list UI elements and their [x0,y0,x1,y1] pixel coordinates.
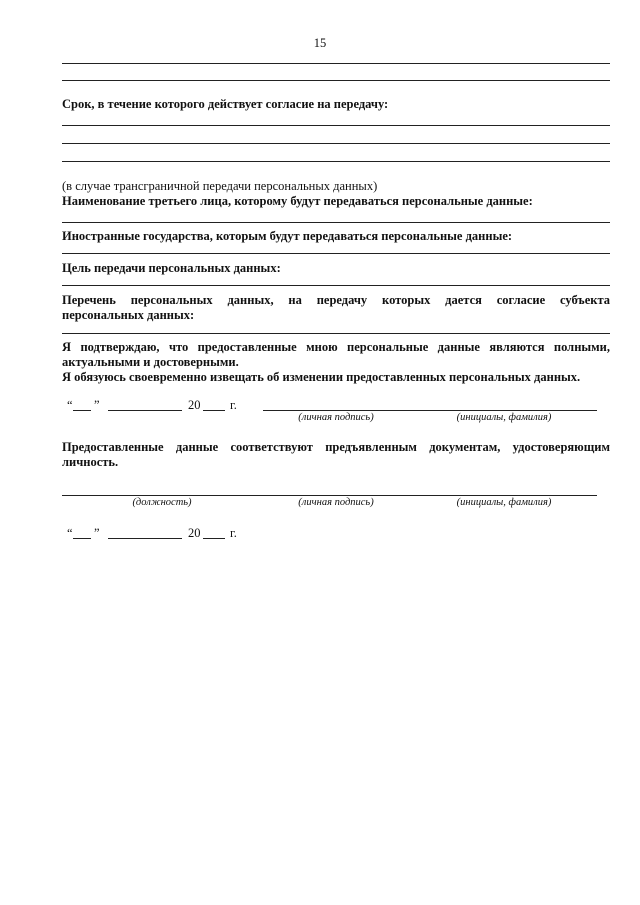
confirmation-text: Я подтверждаю, что предоставленные мною персональные данные являются полными, [62,340,610,354]
third-party-label: Наименование третьего лица, которому будут передаваться персональные данные: [62,194,533,208]
verification-text-cont: личность. [62,455,119,469]
signature-caption-2: (личная подпись) [298,497,374,508]
date-quote-open: “ [67,398,73,412]
date-quote-close: ” [94,398,100,412]
date-month-field-2[interactable] [108,538,182,539]
signature-caption: (личная подпись) [298,412,374,423]
official-signature-line[interactable] [62,495,597,496]
obligation-text: Я обязуюсь своевременно извещать об изменении предоставленных персональных данных. [62,370,581,384]
consent-period-line[interactable] [62,143,610,144]
cross-border-note: (в случае трансграничной передачи персональных данных) [62,179,378,193]
blank-line [62,63,610,64]
initials-caption: (инициалы, фамилия) [456,412,552,423]
date-day-field-2[interactable] [73,538,91,539]
third-party-line[interactable] [62,222,610,223]
initials-caption-2: (инициалы, фамилия) [456,497,552,508]
consent-period-line[interactable] [62,161,610,162]
date-day-field[interactable] [73,410,91,411]
verification-text: Предоставленные данные соответствуют предъявленным документам, удостоверяющим [62,440,610,454]
data-list-label-cont: персональных данных: [62,308,195,322]
purpose-line[interactable] [62,285,610,286]
date-year-prefix-2: 20 [188,526,201,540]
signature-line[interactable] [263,410,597,411]
foreign-states-label: Иностранные государства, которым будут передаваться персональные данные: [62,229,513,243]
date-quote-close-2: ” [94,526,100,540]
consent-period-label: Срок, в течение которого действует согласие на передачу: [62,97,389,111]
date-year-field-2[interactable] [203,538,225,539]
purpose-label: Цель передачи персональных данных: [62,261,281,275]
date-year-field[interactable] [203,410,225,411]
foreign-states-line[interactable] [62,253,610,254]
blank-line [62,80,610,81]
confirmation-text-cont: актуальными и достоверными. [62,355,239,369]
date-year-suffix-2: г. [230,526,237,540]
data-list-label: Перечень персональных данных, на передачу которых дается согласие субъекта [62,293,610,307]
date-month-field[interactable] [108,410,182,411]
date-quote-open-2: “ [67,526,73,540]
data-list-line[interactable] [62,333,610,334]
page-number: 15 [313,36,327,50]
date-year-suffix: г. [230,398,237,412]
date-year-prefix: 20 [188,398,201,412]
position-caption: (должность) [132,497,192,508]
consent-period-line[interactable] [62,125,610,126]
